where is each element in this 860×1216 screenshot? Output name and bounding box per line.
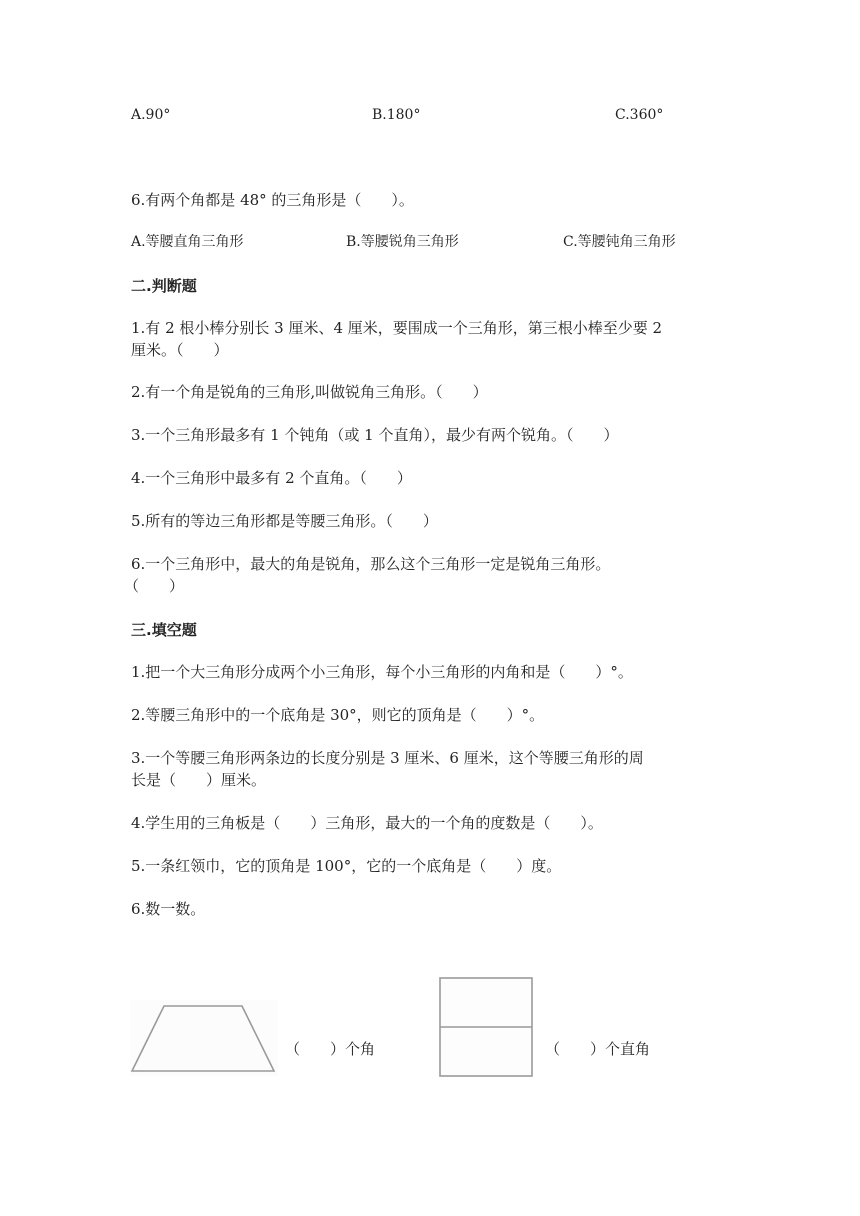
q5-option-a: A.90° [131, 107, 171, 123]
q6-option-b: B.等腰锐角三角形 [346, 234, 459, 250]
judge-item-1-cont: 厘米。（ ） [131, 341, 229, 359]
figure-left-label: （ ）个角 [285, 1040, 376, 1058]
q6-option-a: A.等腰直角三角形 [131, 234, 244, 250]
fill-item-1: 1.把一个大三角形分成两个小三角形，每个小三角形的内角和是（ ）°。 [131, 663, 633, 681]
fill-item-3-cont: 长是（ ）厘米。 [131, 771, 267, 789]
fill-item-3: 3.一个等腰三角形两条边的长度分别是 3 厘米、6 厘米，这个等腰三角形的周 [131, 749, 644, 767]
fill-item-4: 4.学生用的三角板是（ ）三角形，最大的一个角的度数是（ ）。 [131, 814, 603, 832]
judge-item-6-cont: （ ） [124, 577, 185, 595]
q5-option-c: C.360° [615, 107, 664, 123]
judge-item-1: 1.有 2 根小棒分别长 3 厘米、4 厘米，要围成一个三角形，第三根小棒至少要 2 [131, 319, 663, 337]
figure-right-label: （ ）个直角 [545, 1040, 651, 1058]
judge-item-6: 6.一个三角形中，最大的角是锐角，那么这个三角形一定是锐角三角形。 [131, 555, 611, 573]
fill-item-5: 5.一条红领巾，它的顶角是 100°，它的一个底角是（ ）度。 [131, 857, 562, 875]
judge-item-2: 2.有一个角是锐角的三角形,叫做锐角三角形。（ ） [131, 383, 488, 401]
section2-title: 二.判断题 [131, 277, 197, 295]
q6-option-c: C.等腰钝角三角形 [563, 234, 676, 250]
fill-item-2: 2.等腰三角形中的一个底角是 30°，则它的顶角是（ ）°。 [131, 706, 545, 724]
judge-item-5: 5.所有的等边三角形都是等腰三角形。（ ） [131, 512, 438, 530]
rectangle-figure [438, 976, 534, 1078]
fill-item-6: 6.数一数。 [131, 900, 206, 918]
q6-text: 6.有两个角都是 48° 的三角形是（ ）。 [131, 191, 414, 209]
q5-option-b: B.180° [372, 107, 421, 123]
judge-item-4: 4.一个三角形中最多有 2 个直角。（ ） [131, 469, 412, 487]
section3-title: 三.填空题 [131, 621, 197, 639]
judge-item-3: 3.一个三角形最多有 1 个钝角（或 1 个直角），最少有两个锐角。（ ） [131, 426, 619, 444]
trapezoid-figure [130, 1000, 278, 1076]
